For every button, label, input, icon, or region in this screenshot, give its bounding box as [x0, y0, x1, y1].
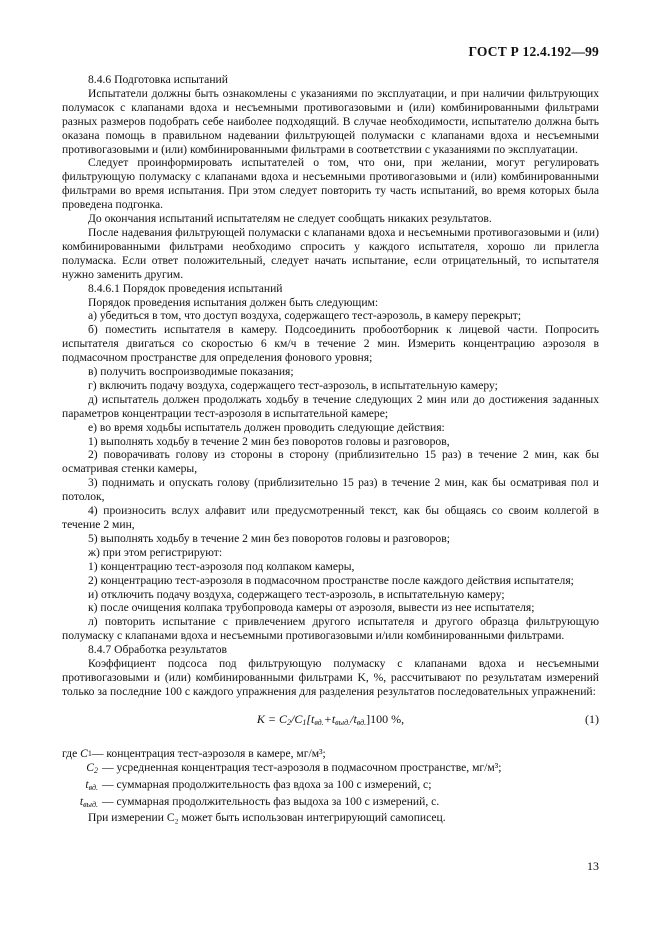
- definition-text: — суммарная продолжительность фаз вдоха за 100 с измерений, с;: [102, 777, 432, 791]
- formula-c1: C: [294, 711, 303, 726]
- list-item: 2) концентрацию тест-аэрозоля в подмасочном пространстве после каждого действия испытателя;: [88, 573, 574, 587]
- list-item: ж) при этом регистрируют:: [88, 545, 223, 559]
- definition-symbol: t: [79, 794, 84, 808]
- definitions-list: [62, 747, 599, 812]
- paragraph: До окончания испытаний испытателям не следует сообщать никаких результатов.: [88, 212, 492, 226]
- list-item: е) во время ходьбы испытатель должен проводить следующие действия:: [88, 420, 445, 434]
- formula-tail: ]100 %,: [366, 711, 405, 726]
- list-item: г) включить подачу воздуха, содержащего тест-аэрозоль, в испытательную камеру;: [88, 378, 498, 392]
- definition-item: [62, 795, 599, 812]
- subsection-heading: 8.4.6.1 Порядок проведения испытаний: [88, 281, 283, 295]
- formula-c2-sub: 2: [286, 717, 291, 727]
- page-number: 13: [587, 859, 599, 873]
- paragraph: Испытатели должны быть ознакомлены с указаниями по эксплуатации, и при наличии фильтрующих полумасок с клапанами вдоха и несъемными противогазовыми и (или) комбинированными фильтрами разных размеров подобрать себе наиболее подходящий. В случае необходимости, испытателю должна быть оказана помощь в правильном надевании фильтрующей полумаски с клапанами вдоха и несъемными противогазовыми и (или) комбинированными фильтрами в соответствии с указаниями по эксплуатации.: [62, 86, 599, 156]
- formula-tden: t: [353, 711, 357, 726]
- paragraph: Порядок проведения испытания должен быть следующим:: [88, 295, 379, 309]
- formula-tout: t: [331, 711, 336, 726]
- list-item: 1) выполнять ходьбу в течение 2 мин без поворотов головы и разговоров,: [88, 434, 450, 448]
- paragraph: Коэффициент подсоса под фильтрующую полумаску с клапанами вдоха и несъемными противогазовыми и (или) комбинированными фильтрами K, %, рассчитывают по результатам измерений только за последние 100 с каждого упражнения для разделения результатов последовательных упражнений:: [62, 657, 599, 698]
- definition-subscript: 1: [87, 748, 92, 758]
- section-heading: 8.4.7 Обработка результатов: [88, 643, 227, 657]
- formula-tin-sub: вд.: [314, 717, 324, 727]
- definition-item: [62, 761, 599, 778]
- formula-k: K: [256, 711, 265, 726]
- definition-symbol: C: [80, 746, 88, 760]
- list-item: л) повторить испытание с привлечением другого испытателя и другого образца фильтрующую полумаску с клапанами вдоха и несъемными противогазовыми и/или комбинированными фильтрами.: [62, 615, 599, 643]
- section-heading: 8.4.6 Подготовка испытаний: [88, 73, 228, 86]
- formula-number: (1): [585, 711, 599, 726]
- list-item: а) убедиться в том, что доступ воздуха, содержащего тест-аэрозоль, в камеру перекрыт;: [88, 309, 522, 323]
- list-item: 1) концентрацию тест-аэрозоля под колпаком камеры,: [88, 559, 355, 573]
- list-item: б) поместить испытателя в камеру. Подсоединить пробоотборник к лицевой части. Попросить испытателя двигаться со скоростью 6 км/ч в течение 2 мин. Измерить концентрацию аэрозоля в подмасочном пространстве для определения фонового уровня;: [62, 323, 599, 365]
- formula-row: [62, 713, 599, 735]
- list-item: 5) выполнять ходьбу в течение 2 мин без поворотов головы и разговоров;: [88, 531, 450, 545]
- formula-c2: C: [278, 711, 287, 726]
- formula: $K = C_2/C_1[t_{вд.}+t_{выд.}/t_{вд.}]100$ %,: [256, 711, 405, 727]
- paragraph: После надевания фильтрующей полумаски с клапанами вдоха и несъемными противогазовыми и (или) комбинированными фильтрами необходимо спросить у каждого испытателя, хорошо ли прилегла полумаска. Если ответ положительный, следует начать испытание, если отрицательный, то испытателя нужно заменить другим.: [62, 225, 599, 281]
- definition-text: — суммарная продолжительность фаз выдоха за 100 с измерений, с.: [102, 794, 440, 808]
- list-item: д) испытатель должен продолжать ходьбу в течение следующих 2 мин или до достижения заданных параметров концентрации тест-аэрозоля в испытательной камере;: [62, 392, 599, 420]
- definition-subscript: 2: [94, 765, 98, 775]
- formula-tden-sub: вд.: [356, 717, 367, 727]
- list-item: 2) поворачивать голову из стороны в сторону (приблизительно 15 раз) в течение 2 мин, как бы осматривая стенки камеры,: [62, 448, 599, 476]
- definition-symbol: t: [85, 777, 89, 791]
- definition-item: [62, 747, 599, 761]
- definition-item: [62, 778, 599, 795]
- document-body: [62, 73, 599, 825]
- definition-symbol: C: [86, 760, 94, 774]
- list-item: и) отключить подачу воздуха, содержащего тест-аэрозоль, в испытательную камеру;: [88, 587, 505, 601]
- definition-text: — усредненная концентрация тест-аэрозоля в подмасочном пространстве, мг/м³;: [102, 760, 502, 774]
- definition-text: — концентрация тест-аэрозоля в камере, мг/м³;: [91, 746, 326, 760]
- formula-tin: t: [311, 711, 315, 726]
- list-item: к) после очищения колпака трубопровода камеры от аэрозоля, вывести из нее испытателя;: [88, 601, 535, 615]
- list-item: в) получить воспроизводимые показания;: [88, 365, 294, 379]
- definition-subscript: вд.: [88, 782, 98, 792]
- formula-c1-sub: 1: [302, 717, 307, 727]
- document-code-header: ГОСТ Р 12.4.192—99: [468, 44, 599, 59]
- paragraph: При измерении C₂ может быть использован интегрирующий самописец.: [88, 811, 446, 825]
- definition-prefix: где: [62, 746, 78, 760]
- definition-subscript: выд.: [83, 799, 98, 809]
- paragraph: Следует проинформировать испытателей о том, что они, при желании, могут регулировать фильтрующую полумаску с клапанами вдоха и несъемными противогазовыми и (или) комбинированными фильтрами во время испытания. При этом следует повторить ту часть испытаний, во время которых была проведена подгонка.: [62, 156, 599, 212]
- list-item: 4) произносить вслух алфавит или предусмотренный текст, как бы общаясь со своим коллегой в течение 2 мин,: [62, 504, 599, 531]
- formula-tout-sub: выд.: [335, 717, 351, 727]
- list-item: 3) поднимать и опускать голову (приблизительно 15 раз) в течение 2 мин, как бы осматривая пол и потолок,: [62, 476, 599, 504]
